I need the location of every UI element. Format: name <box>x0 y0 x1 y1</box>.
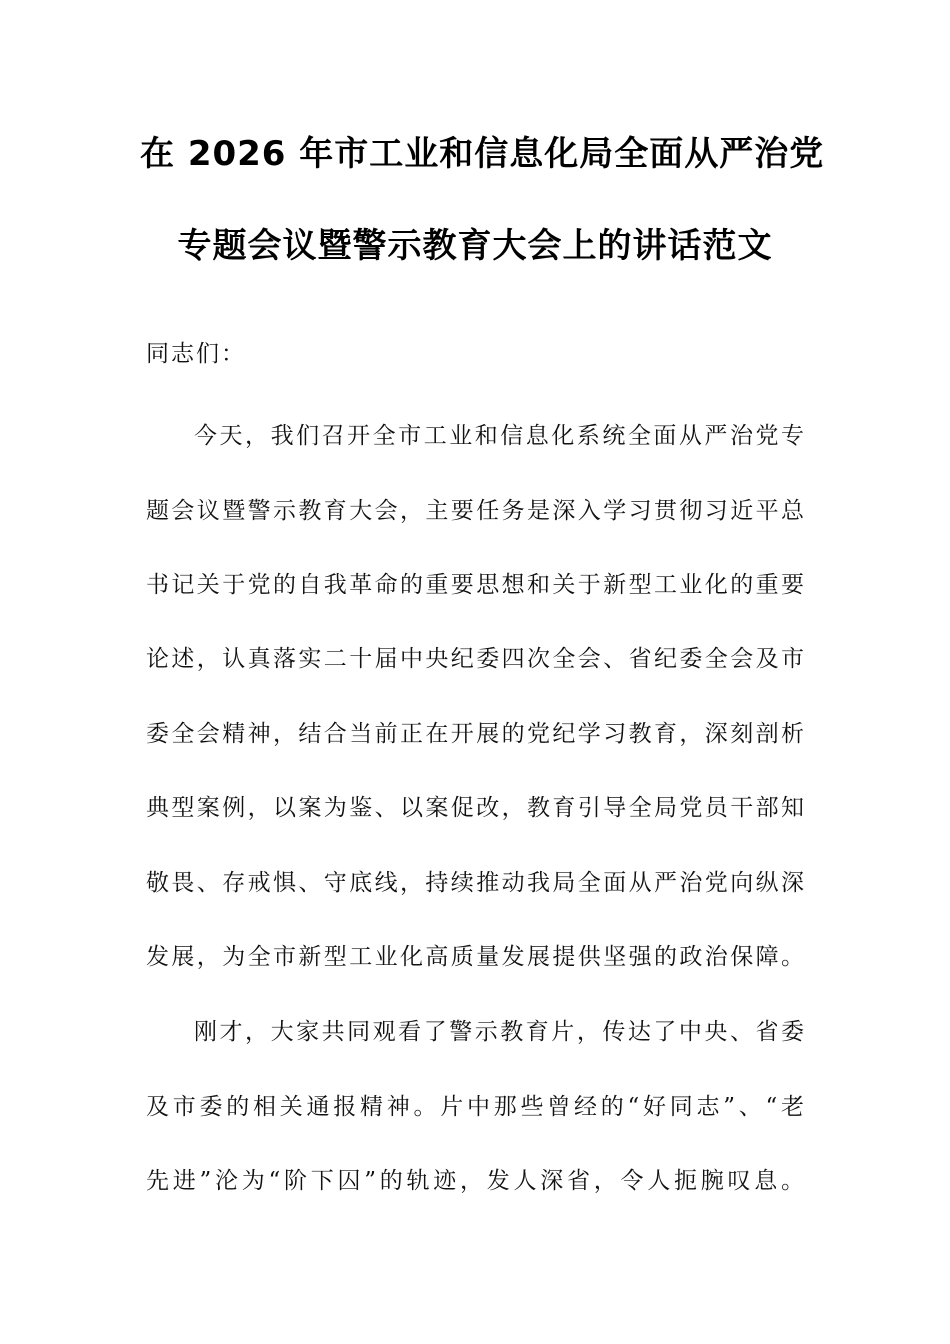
paragraph-line: 发展，为全市新型工业化高质量发展提供坚强的政治保障。 <box>146 944 806 970</box>
document-title-line-2: 专题会议暨警示教育大会上的讲话范文 <box>177 226 773 266</box>
paragraph-line: 及市委的相关通报精神。片中那些曾经的“好同志”、“老 <box>146 1094 806 1120</box>
paragraph-line: 委全会精神，结合当前正在开展的党纪学习教育，深刻剖析 <box>146 721 806 747</box>
paragraph-line: 典型案例，以案为鉴、以案促改，教育引导全局党员干部知 <box>146 795 806 821</box>
paragraph-line: 论述，认真落实二十届中央纪委四次全会、省纪委全会及市 <box>146 646 806 672</box>
paragraph-line: 先进”沦为“阶下囚”的轨迹，发人深省，令人扼腕叹息。 <box>146 1168 806 1194</box>
salutation: 同志们： <box>146 341 246 367</box>
paragraph-line: 书记关于党的自我革命的重要思想和关于新型工业化的重要 <box>146 572 806 598</box>
paragraph-line: 题会议暨警示教育大会，主要任务是深入学习贯彻习近平总 <box>146 498 806 524</box>
paragraph-line: 刚才，大家共同观看了警示教育片，传达了中央、省委 <box>194 1019 806 1045</box>
document-title-line-1: 在 2026 年市工业和信息化局全面从严治党 <box>140 134 825 174</box>
paragraph-line: 敬畏、存戒惧、守底线，持续推动我局全面从严治党向纵深 <box>146 870 806 896</box>
paragraph-line: 今天，我们召开全市工业和信息化系统全面从严治党专 <box>194 423 806 449</box>
